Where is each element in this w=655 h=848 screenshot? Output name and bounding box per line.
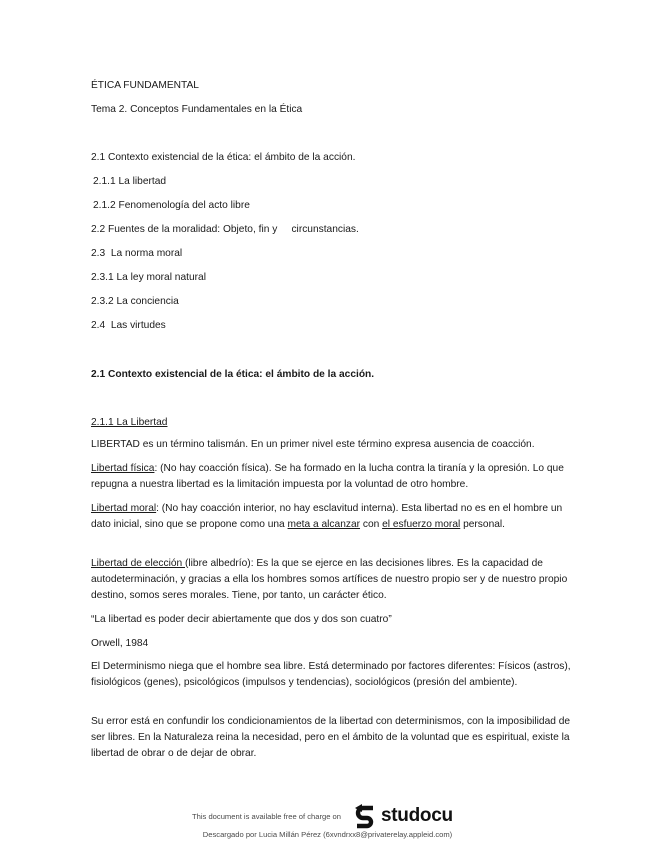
toc-item: 2.3.1 La ley moral natural <box>91 272 206 283</box>
paragraph-text: : (No hay coacción física). Se ha formado en la lucha contra la tiranía y la opresión. Lo que repugna a nuestra libertad es la limitación impuesta por la voluntad de otro hombre. <box>91 463 564 490</box>
toc-item: 2.1.1 La libertad <box>93 176 167 187</box>
toc-item: 2.3.2 La conciencia <box>91 296 179 307</box>
quote: “La libertad es poder decir abiertamente que dos y dos son cuatro” <box>91 614 392 625</box>
subsection-heading: 2.1.1 La Libertad <box>91 417 168 428</box>
footer-download-info: Descargado por Lucia Millán Pérez (6xvndrxx8@privaterelay.appleid.com) <box>202 830 453 839</box>
paragraph-text: con <box>360 518 383 530</box>
underlined-phrase: el esfuerzo moral <box>382 518 461 530</box>
toc-item: 2.1 Contexto existencial de la ética: el ámbito de la acción. <box>91 152 356 163</box>
paragraph-text: : (No hay coacción interior, no hay esclavitud interna). Esta libertad no es en el hombre un dato inicial, sino que se propone como una <box>91 503 563 530</box>
document-subtitle: Tema 2. Conceptos Fundamentales en la Ética <box>91 104 303 115</box>
toc-item: 2.4 Las virtudes <box>91 320 166 331</box>
paragraph-text: (libre albedrío): Es la que se ejerce en las decisiones libres. Es la capacidad de autodeterminación, y gracias a ella los hombres somos artífices de nuestro propio ser y de nuestro propio destino, somos seres morales. Tiene, por tanto, un carácter ético. <box>91 558 568 601</box>
footer-available-text: This document is available free of charge on <box>192 811 342 821</box>
term-libertad-fisica: Libertad física <box>91 463 155 474</box>
paragraph-libertad-moral <box>91 501 571 533</box>
paragraph-libertad-fisica <box>91 461 571 493</box>
section-heading-text: Contexto existencial de la ética: el ámbito de la acción. <box>105 369 375 380</box>
underlined-phrase: meta a alcanzar <box>287 518 361 530</box>
paragraph-libertad: LIBERTAD es un término talismán. En un primer nivel este término expresa ausencia de coacción. <box>91 439 535 450</box>
paragraph-text: personal. <box>460 518 505 530</box>
studocu-logo-icon <box>353 803 377 829</box>
paragraph-error: Su error está en confundir los condicionamientos de la libertad con determinismos, con la imposibilidad de ser libres. En la Naturaleza reina la necesidad, pero en el ámbito de la voluntad que es espiritual, existe la libertad de obrar o de dejar de obrar. <box>91 716 571 759</box>
toc-item: 2.1.2 Fenomenología del acto libre <box>93 200 250 211</box>
term-libertad-eleccion: Libertad de elección <box>91 558 186 569</box>
section-heading <box>91 368 374 381</box>
toc-item: 2.2 Fuentes de la moralidad: Objeto, fin y circunstancias. <box>91 224 359 235</box>
footer-banner <box>192 803 453 829</box>
toc-item: 2.3 La norma moral <box>91 248 183 259</box>
section-heading-number: 2.1 <box>91 369 106 380</box>
term-libertad-moral: Libertad moral <box>91 503 157 514</box>
paragraph-determinismo: El Determinismo niega que el hombre sea libre. Está determinado por factores diferentes: Físicos (astros), fisiológicos (genes), psicológicos (impulsos y tendencias), sociológicos (presión del ambiente). <box>91 661 571 688</box>
document-title: ÉTICA FUNDAMENTAL <box>91 80 199 91</box>
paragraph-libertad-eleccion <box>91 556 571 603</box>
quote-source: Orwell, 1984 <box>91 638 149 649</box>
studocu-brand-name[interactable]: studocu <box>381 805 453 826</box>
